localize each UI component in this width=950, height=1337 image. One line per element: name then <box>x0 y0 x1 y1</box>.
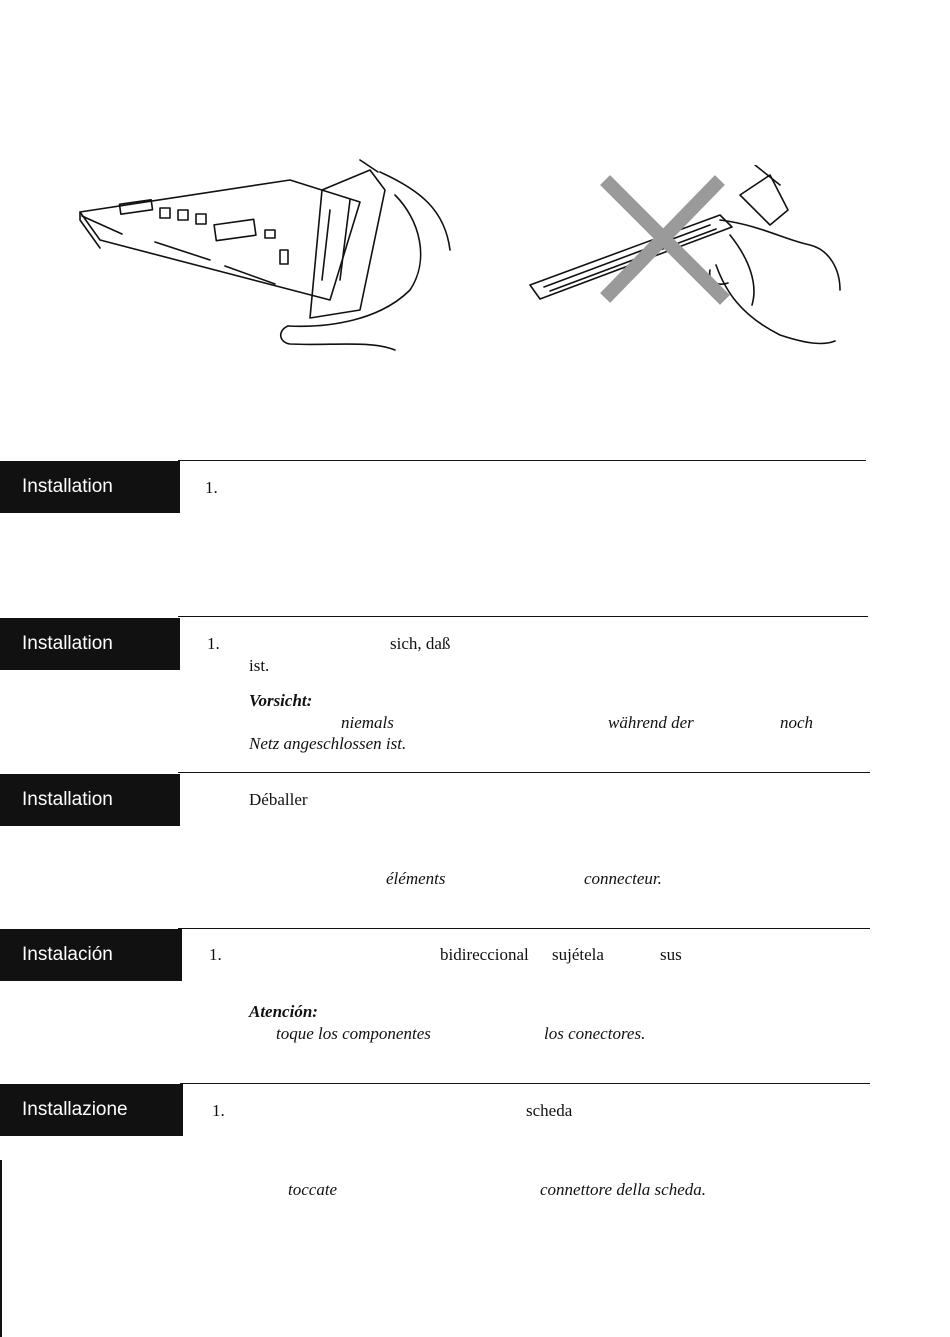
text-fragment: connettore della scheda. <box>540 1180 707 1199</box>
card-held-by-edges-illustration <box>60 150 460 360</box>
text-fragment: connecteur. <box>584 869 662 888</box>
caution-label: Vorsicht: <box>249 691 313 710</box>
section-tab-label: Instalación <box>22 944 113 965</box>
text-fragment: noch <box>780 713 814 732</box>
section-tab-label: Installation <box>22 633 113 654</box>
section-divider <box>180 1083 870 1084</box>
section-tab-installation-fr <box>0 774 180 826</box>
section-tab-label: Installazione <box>22 1099 128 1120</box>
section-tab-installazione-it <box>0 1084 183 1136</box>
section-tab-instalacion-es <box>0 929 182 981</box>
text-fragment: während der <box>608 713 694 732</box>
text-fragment: bidireccional <box>440 945 529 964</box>
text-fragment: niemals <box>341 713 394 732</box>
section-divider <box>178 616 868 617</box>
touching-connector-crossed-out-illustration <box>520 165 860 355</box>
step-number: 1. <box>209 945 222 964</box>
section-divider <box>178 772 870 773</box>
caution-label: Atención: <box>249 1002 318 1021</box>
text-fragment: sich, daß <box>390 634 451 653</box>
text-fragment: Netz angeschlossen ist. <box>249 734 407 753</box>
section-tab-label: Installation <box>22 789 113 810</box>
page-edge-line <box>0 1160 2 1337</box>
text-fragment: éléments <box>386 869 446 888</box>
section-tab-installation-de <box>0 618 180 670</box>
step-number: 1. <box>205 478 218 497</box>
section-divider <box>178 460 866 461</box>
section-tab-installation-en <box>0 461 180 513</box>
step-number: 1. <box>212 1101 225 1120</box>
section-tab-label: Installation <box>22 476 113 497</box>
text-fragment: sus <box>660 945 682 964</box>
text-fragment: ist. <box>249 656 270 675</box>
text-fragment: toccate <box>288 1180 338 1199</box>
text-fragment: Déballer <box>249 790 308 809</box>
text-fragment: toque los componentes <box>276 1024 431 1043</box>
step-number: 1. <box>207 634 220 653</box>
section-divider <box>178 928 870 929</box>
text-fragment: sujétela <box>552 945 604 964</box>
text-fragment: los conectores. <box>544 1024 646 1043</box>
text-fragment: scheda <box>526 1101 573 1120</box>
